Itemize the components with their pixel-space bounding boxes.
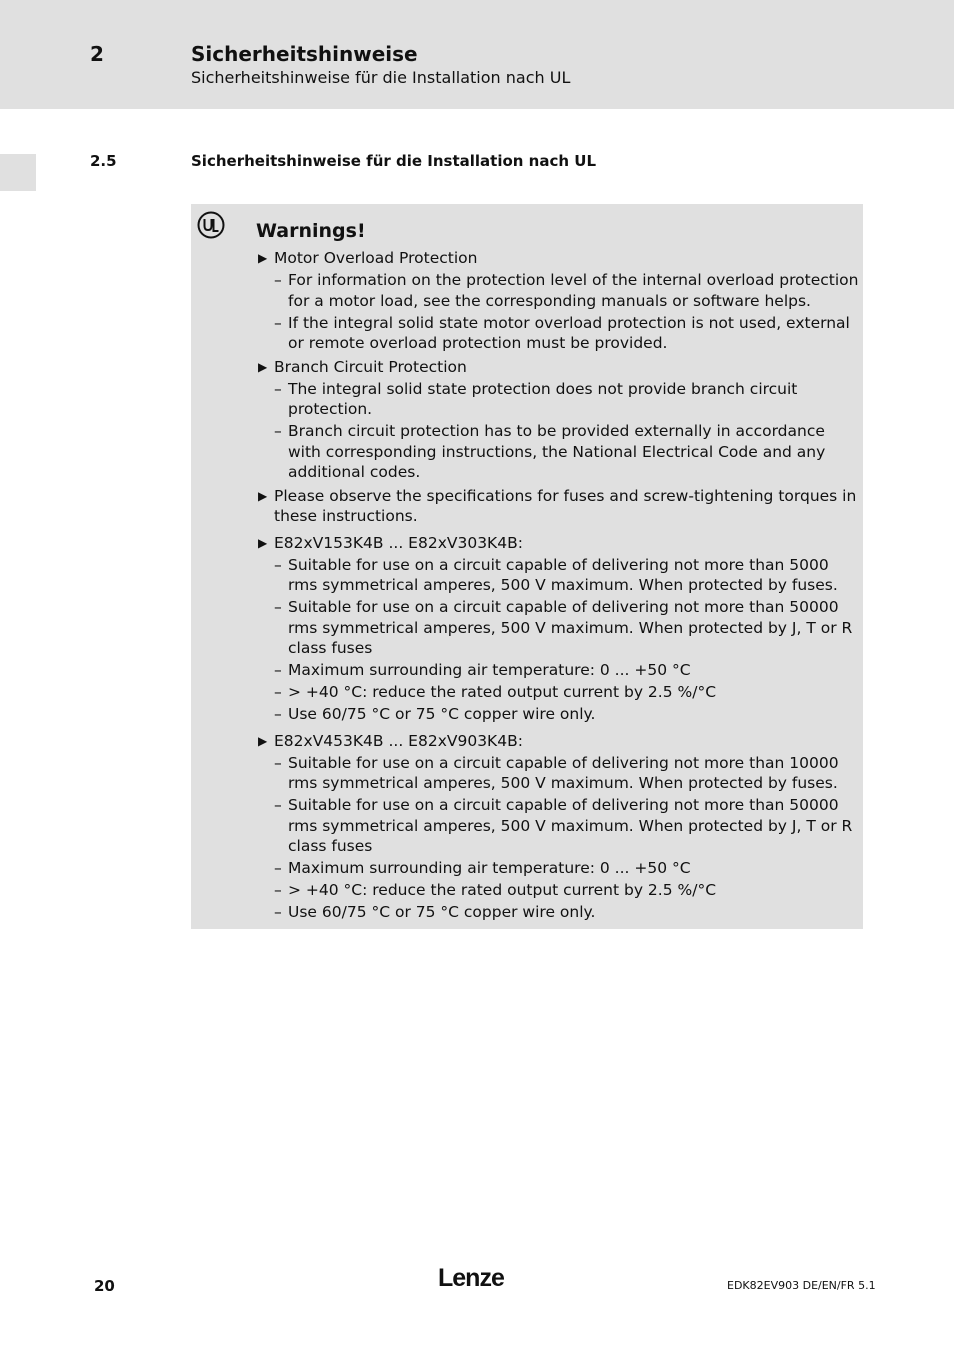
- warning-bullet-item: [256, 486, 859, 527]
- warning-bullet-text: Please observe the specifications for fuses and screw-tightening torques in these instructions.: [274, 486, 857, 525]
- dash-marker: –: [274, 903, 282, 921]
- dash-marker: –: [274, 313, 282, 332]
- warning-sub-item: [274, 421, 859, 483]
- section-number: 2.5: [90, 152, 117, 170]
- warning-sub-item: [274, 313, 859, 354]
- warning-sub-item: [274, 270, 859, 311]
- warning-sub-text: Suitable for use on a circuit capable of delivering not more than 10000 rms symmetrical amperes, 500 V maximum. When protected by fuses.: [288, 753, 839, 792]
- warning-title: Warnings!: [256, 220, 366, 242]
- warning-sub-list: [274, 270, 859, 354]
- warning-sub-text: The integral solid state protection does not provide branch circuit protection.: [288, 379, 798, 418]
- dash-marker: –: [274, 598, 282, 616]
- ul-listing-icon: [197, 211, 225, 239]
- warning-sub-text: > +40 °C: reduce the rated output current by 2.5 %/°C: [288, 881, 717, 899]
- header-band: [0, 0, 954, 109]
- warning-bullet-text: Motor Overload Protection: [274, 249, 478, 267]
- dash-marker: –: [274, 555, 282, 574]
- warning-sub-text: If the integral solid state motor overload protection is not used, external or remote overload protection must be provided.: [288, 313, 850, 352]
- warning-sub-item: [274, 660, 859, 681]
- warning-sub-item: [274, 858, 859, 879]
- warning-sub-text: Use 60/75 °C or 75 °C copper wire only.: [288, 903, 596, 921]
- warning-list: [256, 248, 859, 923]
- dash-marker: –: [274, 422, 282, 440]
- warning-bullet-item: [256, 248, 859, 354]
- page-number: 20: [94, 1277, 115, 1295]
- triangle-bullet-icon: ▶: [258, 733, 268, 748]
- warning-sub-text: Branch circuit protection has to be provided externally in accordance with corresponding instructions, the National Electrical Code and any additional codes.: [288, 422, 826, 481]
- dash-marker: –: [274, 683, 282, 701]
- warning-sub-item: [274, 753, 859, 794]
- warning-sub-item: [274, 555, 859, 596]
- warning-bullet-item: [256, 731, 859, 923]
- triangle-bullet-icon: ▶: [258, 251, 268, 265]
- warning-sub-text: For information on the protection level of the internal overload protection for a motor load, see the corresponding manuals or software helps.: [288, 271, 859, 310]
- warning-sub-text: Maximum surrounding air temperature: 0 ... +50 °C: [288, 661, 691, 679]
- warning-sub-text: Maximum surrounding air temperature: 0 ... +50 °C: [288, 859, 691, 877]
- warning-bullet-text: E82xV153K4B ... E82xV303K4B:: [274, 533, 523, 552]
- section-title: Sicherheitshinweise für die Installation nach UL: [191, 152, 597, 170]
- warning-sub-item: [274, 597, 859, 659]
- warning-sub-text: > +40 °C: reduce the rated output current by 2.5 %/°C: [288, 683, 717, 701]
- warning-sub-item: [274, 795, 859, 857]
- brand-logo: Lenze: [438, 1264, 504, 1292]
- dash-marker: –: [274, 796, 282, 814]
- triangle-bullet-icon: ▶: [258, 359, 268, 374]
- dash-marker: –: [274, 753, 282, 772]
- chapter-subtitle: Sicherheitshinweise für die Installation nach UL: [191, 68, 571, 87]
- warning-sub-item: [274, 682, 859, 703]
- chapter-number: 2: [90, 42, 104, 66]
- dash-marker: –: [274, 705, 282, 723]
- triangle-bullet-icon: ▶: [258, 535, 268, 550]
- dash-marker: –: [274, 271, 282, 289]
- warning-sub-text: Suitable for use on a circuit capable of delivering not more than 50000 rms symmetrical amperes, 500 V maximum. When protected by J, T or R class fuses: [288, 598, 853, 657]
- side-tab-marker: [0, 154, 36, 191]
- dash-marker: –: [274, 661, 282, 679]
- warning-sub-item: [274, 902, 859, 923]
- warning-sub-text: Suitable for use on a circuit capable of delivering not more than 50000 rms symmetrical amperes, 500 V maximum. When protected by J, T or R class fuses: [288, 796, 853, 855]
- warning-bullet-text: E82xV453K4B ... E82xV903K4B:: [274, 731, 523, 750]
- warning-sub-item: [274, 704, 859, 725]
- warning-sub-text: Suitable for use on a circuit capable of delivering not more than 5000 rms symmetrical amperes, 500 V maximum. When protected by fuses.: [288, 555, 838, 594]
- warning-bullet-item: [256, 533, 859, 725]
- dash-marker: –: [274, 881, 282, 899]
- document-code: EDK82EV903 DE/EN/FR 5.1: [727, 1279, 876, 1292]
- triangle-bullet-icon: ▶: [258, 488, 268, 503]
- chapter-title: Sicherheitshinweise: [191, 42, 418, 66]
- warning-bullet-item: [256, 357, 859, 483]
- dash-marker: –: [274, 379, 282, 398]
- warning-sub-item: [274, 379, 859, 420]
- warning-sub-list: [274, 555, 859, 725]
- warning-sub-text: Use 60/75 °C or 75 °C copper wire only.: [288, 705, 596, 723]
- warning-sub-list: [274, 753, 859, 923]
- warning-sub-list: [274, 379, 859, 483]
- warning-bullet-text: Branch Circuit Protection: [274, 357, 467, 376]
- warning-sub-item: [274, 880, 859, 901]
- dash-marker: –: [274, 859, 282, 877]
